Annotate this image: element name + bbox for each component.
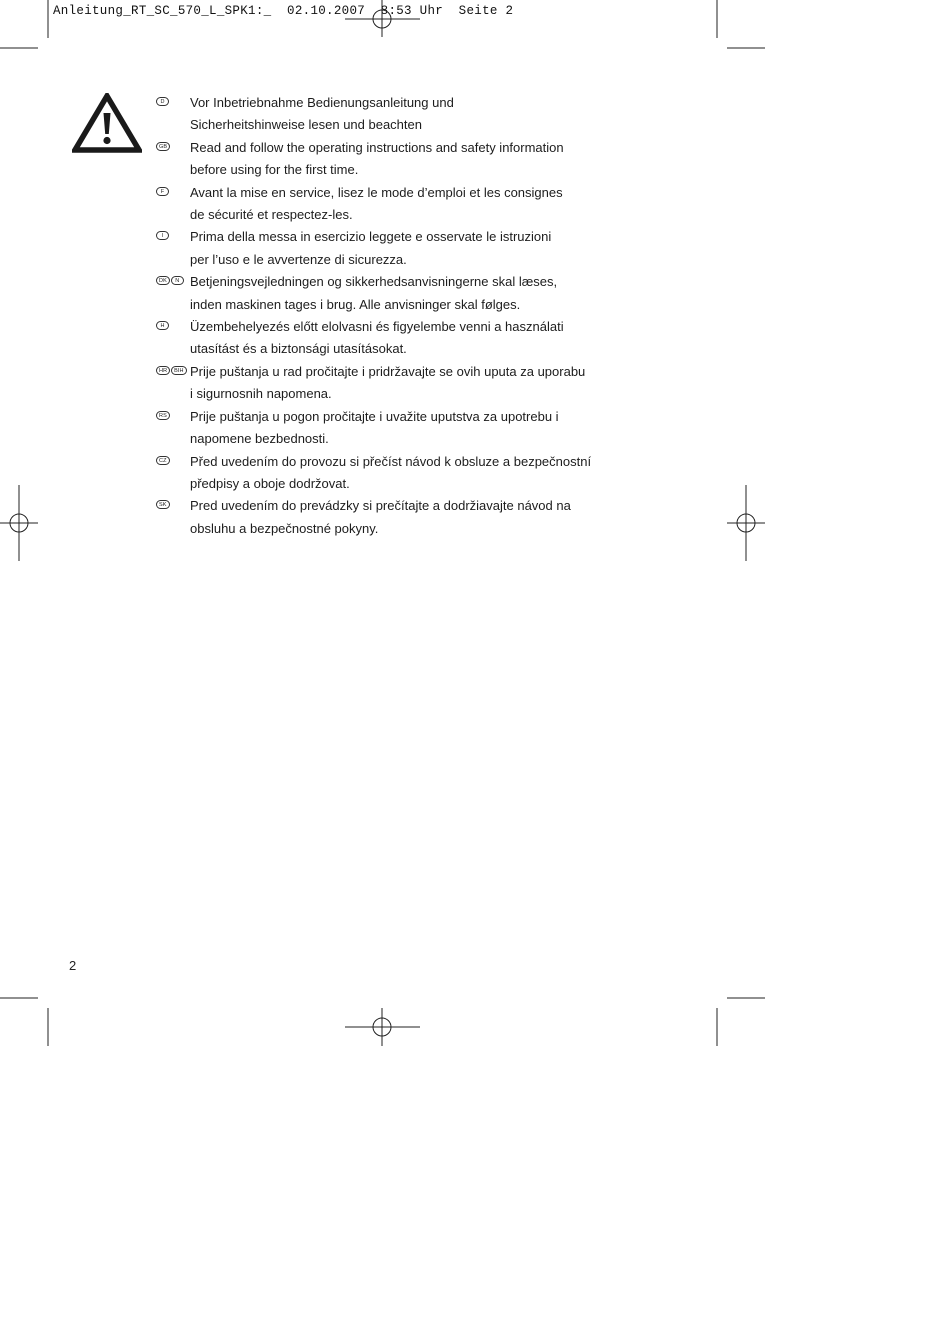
notice-text-line: předpisy a oboje dodržovat.	[190, 475, 350, 491]
notice-text-line: Prima della messa in esercizio leggete e osservate le istruzioni	[190, 229, 552, 245]
notice-text-line: Betjeningsvejledningen og sikkerhedsanvisningerne skal læses,	[190, 274, 558, 290]
notice-text-line: napomene bezbednosti.	[190, 431, 329, 447]
notice-text-line: Před uvedením do provozu si přečíst návod k obsluze a bezpečnostní	[190, 453, 592, 469]
language-code-badges	[156, 321, 169, 330]
notice-item	[156, 137, 636, 182]
language-code-badge: N	[171, 276, 184, 285]
language-code-badge: F	[156, 187, 169, 196]
notice-text-line: Avant la mise en service, lisez le mode d’emploi et les consignes	[190, 184, 563, 200]
notice-item	[156, 406, 636, 451]
notice-text-line: utasítást és a biztonsági utasításokat.	[190, 341, 407, 357]
notice-text-line: before using for the first time.	[190, 162, 359, 178]
warning-triangle-icon	[72, 93, 142, 153]
safety-notice-list	[156, 92, 636, 540]
notice-item	[156, 361, 636, 406]
notice-item	[156, 495, 636, 540]
notice-text-line: Prije puštanja u pogon pročitajte i uvažite uputstva za upotrebu i	[190, 408, 559, 424]
language-code-badges	[156, 97, 169, 106]
language-code-badge: BIH	[171, 366, 186, 375]
notice-item	[156, 271, 636, 316]
language-code-badges	[156, 456, 170, 465]
language-code-badges	[156, 142, 170, 151]
page-number: 2	[69, 958, 77, 973]
language-code-badges	[156, 276, 184, 285]
language-code-badge: RS	[156, 411, 170, 420]
language-code-badge: H	[156, 321, 169, 330]
language-code-badge: SK	[156, 500, 170, 509]
notice-item	[156, 92, 636, 137]
notice-text-line: Sicherheitshinweise lesen und beachten	[190, 117, 422, 133]
language-code-badges	[156, 411, 170, 420]
notice-text-line: per l’uso e le avvertenze di sicurezza.	[190, 251, 407, 267]
print-header: Anleitung_RT_SC_570_L_SPK1:_ 02.10.2007 8:53 Uhr Seite 2	[53, 4, 514, 18]
language-code-badges	[156, 500, 170, 509]
language-code-badge: I	[156, 231, 169, 240]
notice-item	[156, 451, 636, 496]
language-code-badge: DK	[156, 276, 170, 285]
language-code-badge: HR	[156, 366, 170, 375]
notice-item	[156, 226, 636, 271]
notice-text-line: Vor Inbetriebnahme Bedienungsanleitung und	[190, 95, 454, 110]
notice-text-line: de sécurité et respectez-les.	[190, 207, 353, 223]
notice-text-line: i sigurnosnih napomena.	[190, 386, 332, 402]
language-code-badges	[156, 366, 187, 375]
language-code-badge: GB	[156, 142, 170, 151]
language-code-badge: D	[156, 97, 169, 106]
language-code-badge: CZ	[156, 456, 170, 465]
notice-item	[156, 182, 636, 227]
language-code-badges	[156, 231, 169, 240]
notice-text-line: obsluhu a bezpečnostné pokyny.	[190, 520, 379, 536]
notice-item	[156, 316, 636, 361]
language-code-badges	[156, 187, 169, 196]
notice-text-line: Prije puštanja u rad pročitajte i pridržavajte se ovih uputa za uporabu	[190, 363, 586, 379]
notice-text-line: Üzembehelyezés előtt elolvasni és figyelembe venni a használati	[190, 319, 564, 335]
notice-text-line: Pred uvedením do prevádzky si prečítajte a dodržiavajte návod na	[190, 498, 571, 514]
notice-text-line: inden maskinen tages i brug. Alle anvisninger skal følges.	[190, 296, 521, 312]
notice-text-line: Read and follow the operating instructions and safety information	[190, 139, 564, 155]
